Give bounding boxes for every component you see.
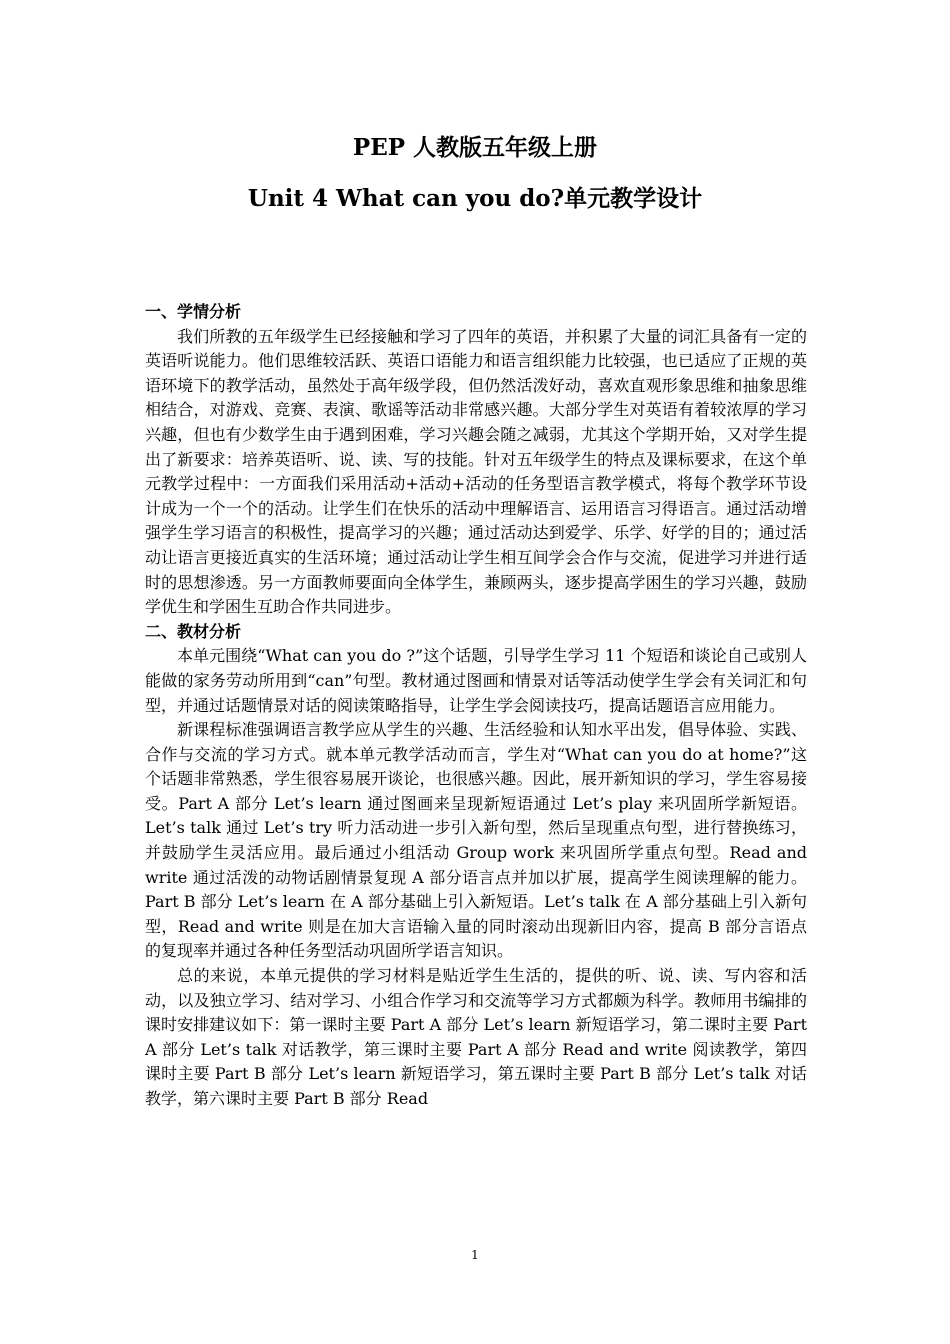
section-textbook-analysis [145, 620, 807, 1112]
paragraph: 本单元围绕“What can you do ?”这个话题，引导学生学习 11 个短语和谈论自己或别人能做的家务劳动所用到“can”句型。教材通过图画和情景对话等活动使学生学会有关词汇和句型，并通过话题情景对话的阅读策略指导，让学生学会阅读技巧，提高话题语言应用能力。 [145, 646, 807, 715]
document-body [145, 300, 807, 1112]
document-title: PEP 人教版五年级上册 [352, 134, 598, 161]
page-number: 1 [471, 1248, 479, 1262]
section-student-analysis [145, 300, 807, 620]
document-subtitle: Unit 4 What can you do?单元教学设计 [247, 185, 703, 212]
paragraph: 总的来说，本单元提供的学习材料是贴近学生生活的，提供的听、说、读、写内容和活动，以及独立学习、结对学习、小组合作学习和交流等学习方式都颇为科学。教师用书编排的课时安排建议如下：第一课时主要 Part A 部分 Let’s learn 新短语学习，第二课时主要 Part A 部分 Let’s talk 对话教学，第三课时主要 Part A 部分 Read and write 阅读教学，第四课时主要 Part B 部分 Let’s learn 新短语学习，第五课时主要 Part B 部分 Let’s talk 对话教学，第六课时主要 Part B 部分 Read [145, 966, 807, 1108]
section-heading: 二、教材分析 [145, 621, 242, 641]
paragraph: 新课程标准强调语言教学应从学生的兴趣、生活经验和认知水平出发，倡导体验、实践、合作与交流的学习方式。就本单元教学活动而言，学生对“What can you do at home?”这个话题非常熟悉，学生很容易展开谈论，也很感兴趣。因此，展开新知识的学习，学生容易接受。Part A 部分 Let’s learn 通过图画来呈现新短语通过 Let’s play 来巩固所学新短语。Let’s talk 通过 Let’s try 听力活动进一步引入新句型，然后呈现重点句型，进行替换练习，并鼓励学生灵活应用。最后通过小组活动 Group work 来巩固所学重点句型。Read and write 通过活泼的动物话剧情景复现 A 部分语言点并加以扩展，提高学生阅读理解的能力。Part B 部分 Let’s learn 在 A 部分基础上引入新短语。Let’s talk 在 A 部分基础上引入新句型，Read and write 则是在加大言语输入量的同时滚动出现新旧内容，提高 B 部分言语点的复现率并通过各种任务型活动巩固所学语言知识。 [145, 720, 807, 961]
section-heading: 一、学情分析 [145, 302, 242, 321]
paragraph: 我们所教的五年级学生已经接触和学习了四年的英语，并积累了大量的词汇具备有一定的英语听说能力。他们思维较活跃、英语口语能力和语言组织能力比较强，也已适应了正规的英语环境下的教学活动，虽然处于高年级学段，但仍然活泼好动，喜欢直观形象思维和抽象思维相结合，对游戏、竞赛、表演、歌谣等活动非常感兴趣。大部分学生对英语有着较浓厚的学习兴趣，但也有少数学生由于遇到困难，学习兴趣会随之减弱，尤其这个学期开始，又对学生提出了新要求：培养英语听、说、读、写的技能。针对五年级学生的特点及课标要求，在这个单元教学过程中：一方面我们采用活动+活动+活动的任务型语言教学模式，将每个教学环节设计成为一个一个的活动。让学生们在快乐的活动中理解语言、运用语言习得语言。通过活动增强学生学习语言的积极性，提高学习的兴趣；通过活动达到爱学、乐学、好学的目的；通过活动让语言更接近真实的生活环境；通过活动让学生相互间学会合作与交流，促进学习并进行适时的思想渗透。另一方面教师要面向全体学生，兼顾两头，逐步提高学困生的学习兴趣，鼓励学优生和学困生互助合作共同进步。 [145, 326, 807, 617]
